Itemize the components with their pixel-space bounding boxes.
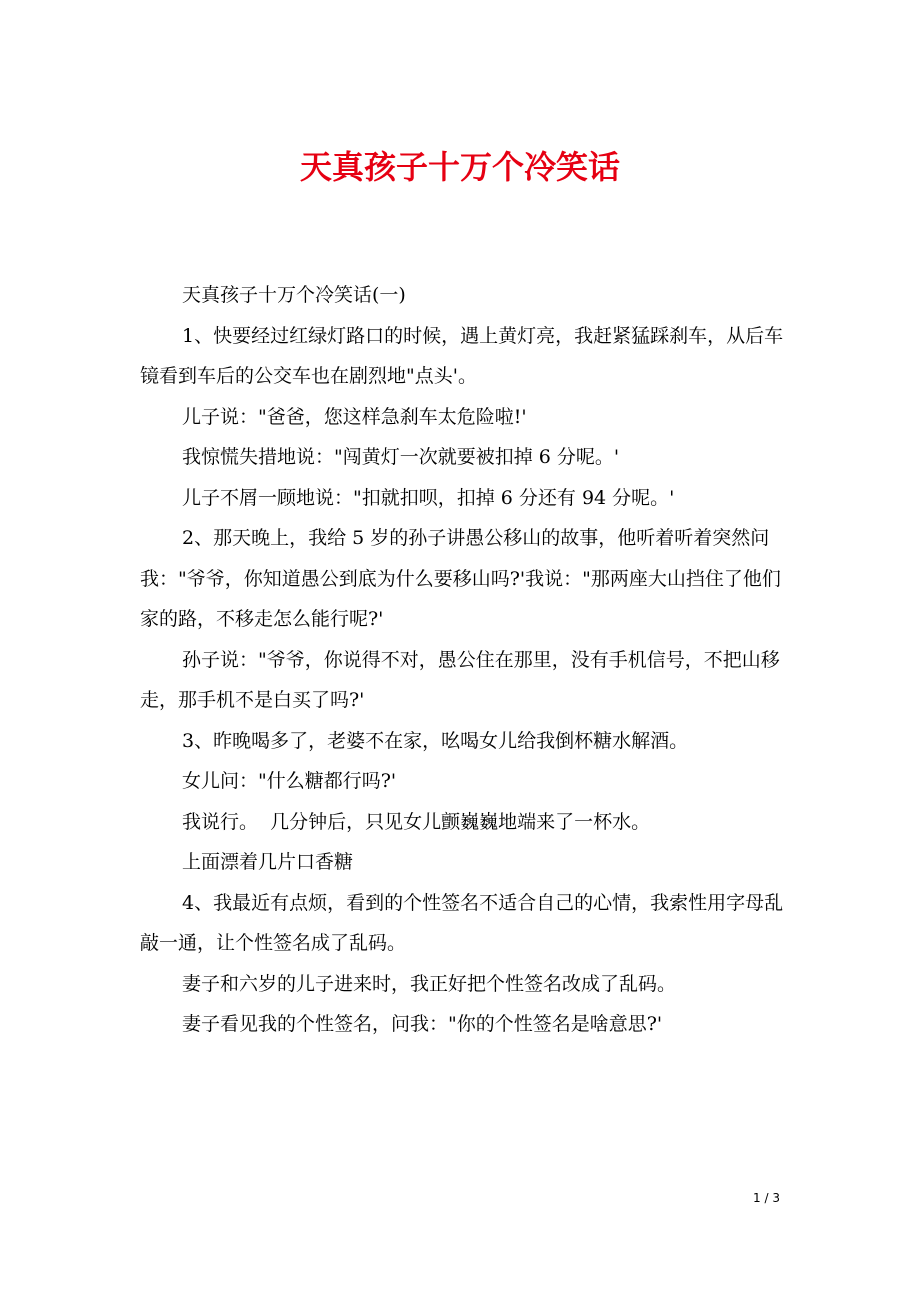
paragraph: 妻子看见我的个性签名，问我："你的个性签名是啥意思?' [182, 1013, 663, 1035]
paragraph: 儿子说："爸爸，您这样急刹车太危险啦!' [182, 405, 527, 428]
paragraph: 妻子和六岁的儿子进来时，我正好把个性签名改成了乱码。 [182, 972, 677, 995]
paragraph: 我说行。 几分钟后，只见女儿颤巍巍地端来了一杯水。 [182, 810, 651, 833]
paragraph: 儿子不屑一顾地说："扣就扣呗，扣掉 6 分还有 94 分呢。' [182, 486, 675, 509]
paragraph: 女儿问："什么糖都行吗?' [182, 770, 397, 792]
paragraph: 上面漂着几片口香糖 [182, 851, 354, 873]
paragraph: 天真孩子十万个冷笑话(一) [182, 284, 406, 306]
page-number: 1 / 3 [753, 1191, 780, 1205]
paragraph: 我惊慌失措地说："闯黄灯一次就要被扣掉 6 分呢。' [182, 446, 620, 468]
paragraph: 孙子说："爷爷，你说得不对，愚公住在那里，没有手机信号，不把山移走，那手机不是白买了吗?' [140, 648, 780, 711]
paragraph: 4、我最近有点烦，看到的个性签名不适合自己的心情，我索性用字母乱敲一通，让个性签名成了乱码。 [140, 891, 784, 954]
paragraph: 2、那天晚上，我给 5 岁的孙子讲愚公移山的故事，他听着听着突然问我："爷爷，你知道愚公到底为什么要移山吗?'我说："那两座大山挡住了他们家的路，不移走怎么能行呢?' [140, 527, 781, 630]
paragraph: 3、昨晚喝多了，老婆不在家，吆喝女儿给我倒杯糖水解酒。 [182, 729, 689, 752]
document-body [140, 275, 785, 1045]
paragraph: 1、快要经过红绿灯路口的时候，遇上黄灯亮，我赶紧猛踩刹车，从后车镜看到车后的公交车也在剧烈地"点头'。 [140, 324, 784, 387]
document-title: 天真孩子十万个冷笑话 [299, 148, 620, 186]
